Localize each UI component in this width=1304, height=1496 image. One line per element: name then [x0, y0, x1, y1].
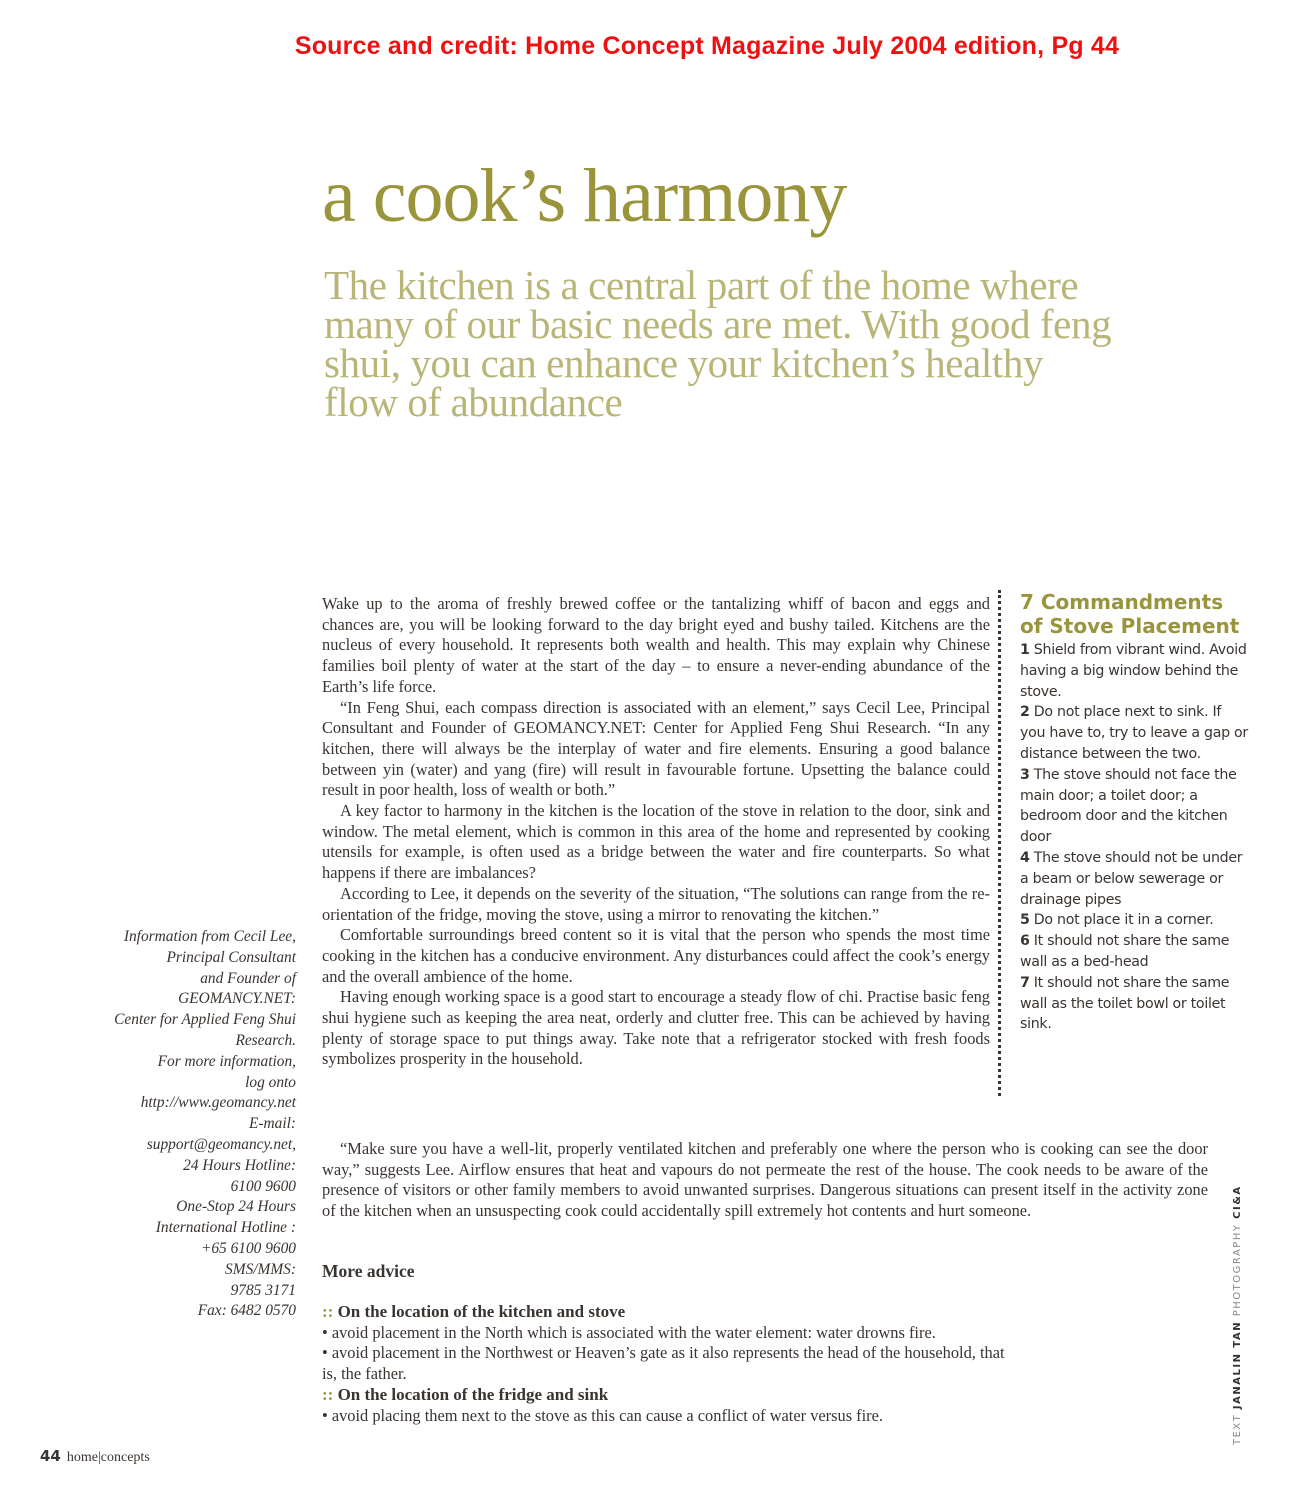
rule-number: 7 — [1020, 974, 1030, 991]
rule-text: Do not place next to sink. If you have to, try to leave a gap or distance between the two. — [1020, 704, 1248, 762]
body-paragraph: Wake up to the aroma of freshly brewed coffee or the tantalizing whiff of bacon and eggs and chances are, you will be looking forward to the day bright eyed and bushy tailed. Kitchens are the nucleus of every household. It represents both wealth and health. This may explain why Chinese families boil plenty of water at the start of the day – to ensure a never-ending abundance of the Earth’s life force. — [322, 594, 990, 696]
stove-commandments-sidebar — [998, 590, 1250, 1096]
rule-text: It should not share the same wall as the toilet bowl or toilet sink. — [1020, 974, 1230, 1033]
body-paragraph: According to Lee, it depends on the severity of the situation, “The solutions can range from the re-orientation of the fridge, moving the stove, using a mirror to renovating the kitchen.” — [322, 883, 990, 924]
article-body-wide — [322, 1139, 1208, 1222]
body-paragraph: Having enough working space is a good start to encourage a steady flow of chi. Practise basic feng shui hygiene such as keeping the area neat, orderly and clutter free. This can be achieved by having plenty of storage space to put things away. Take note that a refrigerator stocked with fresh foods symbolizes prosperity in the household. — [322, 987, 990, 1069]
sidebar-rule — [1020, 910, 1250, 931]
more-advice-list — [322, 1302, 1022, 1426]
advice-subheading-text: On the location of the kitchen and stove — [337, 1302, 626, 1321]
info-line: 9785 3171 — [230, 1281, 296, 1299]
rule-number: 5 — [1020, 912, 1030, 929]
info-line: GEOMANCY.NET: — [178, 990, 296, 1008]
source-credit: Source and credit: Home Concept Magazine July 2004 edition, Pg 44 — [294, 32, 1120, 60]
contact-info — [60, 927, 296, 1322]
rule-number: 3 — [1020, 766, 1030, 783]
sidebar-title: 7 Commandments of Stove Placement — [1020, 590, 1240, 638]
sidebar-rule — [1020, 848, 1250, 910]
rule-number: 1 — [1020, 642, 1030, 658]
sidebar-rule — [1020, 765, 1250, 848]
body-paragraph: “In Feng Shui, each compass direction is associated with an element,” says Cecil Lee, Principal Consultant and Founder of GEOMANCY.NET: Center for Applied Feng Shui Research. “In any kitchen, there will always be the interplay of water and fire elements. Ensuring a good balance between yin (water) and yang (fire) will result in favourable fortune. Upsetting the balance could result in poor health, loss of wealth or both.” — [322, 697, 990, 800]
body-paragraph: “Make sure you have a well-lit, properly ventilated kitchen and preferably one where the person who is cooking can see the door way,” suggests Lee. Airflow ensures that heat and vapours do not permeate the rest of the house. The cook needs to be aware of the presence of visitors or other family members to avoid unwanted surprises. Dangerous situations can present itself in the activity zone of the kitchen when an unsuspecting cook could accidentally spill extremely hot contents and hurt someone. — [322, 1139, 1208, 1221]
rule-text: The stove should not be under a beam or below sewerage or drainage pipes — [1020, 849, 1243, 908]
info-line: Fax: 6482 0570 — [197, 1302, 296, 1320]
rule-text: Do not place it in a corner. — [1033, 912, 1214, 929]
body-paragraph: Comfortable surroundings breed content so it is vital that the person who spends the most time cooking in the kitchen has a conducive environment. Any disturbances could affect the cook’s energy and the overall ambience of the home. — [322, 925, 990, 986]
advice-item: • avoid placement in the Northwest or Heaven’s gate as it also represents the head of the household, that is, the father. — [322, 1343, 1005, 1384]
page-folio — [40, 1447, 150, 1466]
photo-credit-vertical — [1232, 1185, 1243, 1445]
info-line: One-Stop 24 Hours — [176, 1198, 296, 1216]
info-line: Principal Consultant — [166, 948, 296, 966]
advice-item: • avoid placing them next to the stove as this can cause a conflict of water versus fire. — [322, 1405, 884, 1425]
info-website-link[interactable]: http://www.geomancy.net — [140, 1094, 296, 1112]
info-line: E-mail: — [248, 1115, 296, 1133]
info-line: International Hotline : — [155, 1219, 296, 1237]
info-line: and Founder of — [200, 969, 296, 987]
info-line: Research. — [235, 1031, 296, 1049]
article-body — [322, 594, 990, 1070]
advice-subheading — [322, 1302, 1022, 1323]
advice-marker: :: — [322, 1384, 334, 1404]
sidebar-rule — [1020, 973, 1250, 1035]
page-number: 44 — [40, 1447, 61, 1465]
more-advice-heading: More advice — [322, 1261, 415, 1281]
credit-photo-name: CI&A — [1232, 1185, 1243, 1219]
info-line: +65 6100 9600 — [200, 1239, 296, 1257]
rule-text: It should not share the same wall as a bed-head — [1020, 933, 1230, 970]
advice-subheading — [322, 1385, 1022, 1406]
body-paragraph: A key factor to harmony in the kitchen is the location of the stove in relation to the door, sink and window. The metal element, which is common in this area of the home and represented by cooking utensils for example, is often used as a bridge between the water and fire counterparts. So what happens if there are imbalances? — [322, 801, 990, 883]
info-line: log onto — [245, 1073, 296, 1091]
advice-item: • avoid placement in the North which is associated with the water element: water drowns fire. — [322, 1322, 936, 1342]
info-line: Center for Applied Feng Shui — [114, 1011, 296, 1029]
rule-number: 4 — [1020, 849, 1030, 866]
rule-number: 6 — [1020, 933, 1030, 950]
rule-number: 2 — [1020, 704, 1030, 721]
info-line: 6100 9600 — [230, 1177, 296, 1195]
sidebar-rule — [1020, 640, 1250, 702]
info-line: Information from Cecil Lee, — [123, 928, 296, 945]
advice-subheading-text: On the location of the fridge and sink — [337, 1384, 609, 1404]
credit-text-name: JANALIN TAN — [1232, 1320, 1243, 1410]
rule-text: The stove should not face the main door; a toilet door; a bedroom door and the kitchen door — [1020, 766, 1237, 846]
advice-marker: :: — [322, 1302, 334, 1321]
credit-photo-label: PHOTOGRAPHY — [1232, 1223, 1243, 1317]
magazine-label: home|concepts — [66, 1450, 150, 1465]
article-title: a cook’s harmony — [322, 154, 847, 238]
sidebar-rule — [1020, 931, 1250, 973]
info-email-link[interactable]: support@geomancy.net, — [146, 1135, 296, 1153]
info-line: For more information, — [157, 1052, 296, 1070]
credit-text-label: TEXT — [1232, 1413, 1243, 1445]
sidebar-rule — [1020, 702, 1250, 764]
rule-text: Shield from vibrant wind. Avoid having a big window behind the stove. — [1020, 642, 1247, 700]
article-subtitle: The kitchen is a central part of the home where many of our basic needs are met. With good feng shui, you can enhance your kitchen’s healthy flow of abundance — [324, 262, 1112, 425]
info-line: 24 Hours Hotline: — [183, 1156, 296, 1174]
info-line: SMS/MMS: — [225, 1260, 296, 1278]
